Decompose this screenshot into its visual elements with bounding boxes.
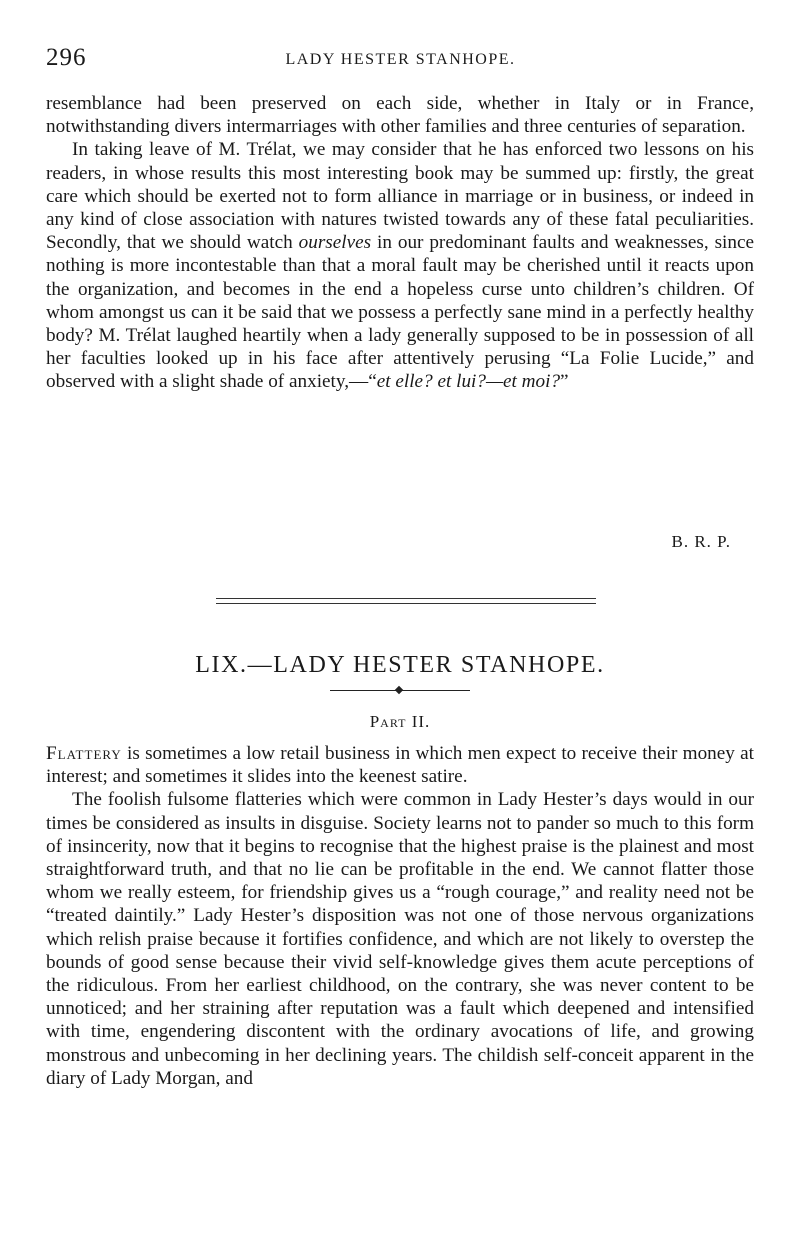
running-head: LADY HESTER STANHOPE. (285, 51, 516, 68)
author-signature: B. R. P. (671, 532, 731, 551)
lead-word: Flattery (46, 743, 122, 764)
paragraph: The foolish fulsome flatteries which were common in Lady Hester’s days would in our times be considered as insults in disguise. Society learns not to pander so much to this form of insincerity, now that it begins to recognise that the highest praise is the plainest and most straightforward truth, and that no lie can be profitable in the end. We cannot flatter those whom we really esteem, for friendship gives us a “rough courage,” and reality need not be “treated daintily.” Lady Hester’s disposition was not one of those nervous organizations which relish praise because it fortifies confidence, and which are not likely to overstep the bounds of good sense because their vivid self-knowledge gives them acute perceptions of the ridiculous. From her earliest childhood, on the contrary, she was never content to be unnoticed; and her straining after reputation was a fault which deepened and intensified with time, engendering discontent with the ordinary avocations of life, and growing monstrous and unbecoming in her declining years. The childish self-conceit apparent in the diary of Lady Morgan, and (46, 789, 754, 1089)
part-heading: Part II. (369, 712, 431, 731)
emphasis: et elle? et lui?—et moi? (376, 371, 561, 393)
title-ornament (330, 681, 470, 701)
paragraph: In taking leave of M. Trélat, we may consider that he has enforced two lessons on his readers, in whose results this most interesting book may be summed up: firstly, the great care which should be exerted not to form alliance in marriage or in business, or indeed in any kind of close association with natures twisted towards any of these fatal peculiarities. Secondly, that we should watch ourselves in our predominant faults and weaknesses, since nothing is more incontestable than that a moral fault may be cherished until it reacts upon the organization, and becomes in the end a hopeless curse unto children’s children. Of whom amongst us can it be said that we possess a perfectly sane mind in a perfectly healthy body? M. Trélat laughed heartily when a lady generally supposed to be in possession of all her faculties looked up in his face after attentively perusing “La Folie Lucide,” and observed with a slight shade of anxiety,—“et elle? et lui?—et moi?” (46, 139, 755, 393)
paragraph: resemblance had been preserved on each side, whether in Italy or in France, notwithstanding divers intermarriages with other families and three centuries of separation. (46, 93, 754, 138)
page-header (46, 44, 755, 78)
previous-article-ending (46, 92, 754, 394)
emphasis: ourselves (298, 232, 372, 254)
chapter-title: LIX.—LADY HESTER STANHOPE. (195, 652, 605, 678)
diamond-icon (395, 686, 403, 694)
paragraph: Flattery is sometimes a low retail business in which men expect to receive their money at interest; and sometimes it slides into the keenest satire. (46, 743, 754, 788)
section-divider (216, 603, 596, 604)
page-number: 296 (46, 44, 87, 71)
section-divider (216, 598, 596, 599)
article-body (46, 742, 754, 1090)
